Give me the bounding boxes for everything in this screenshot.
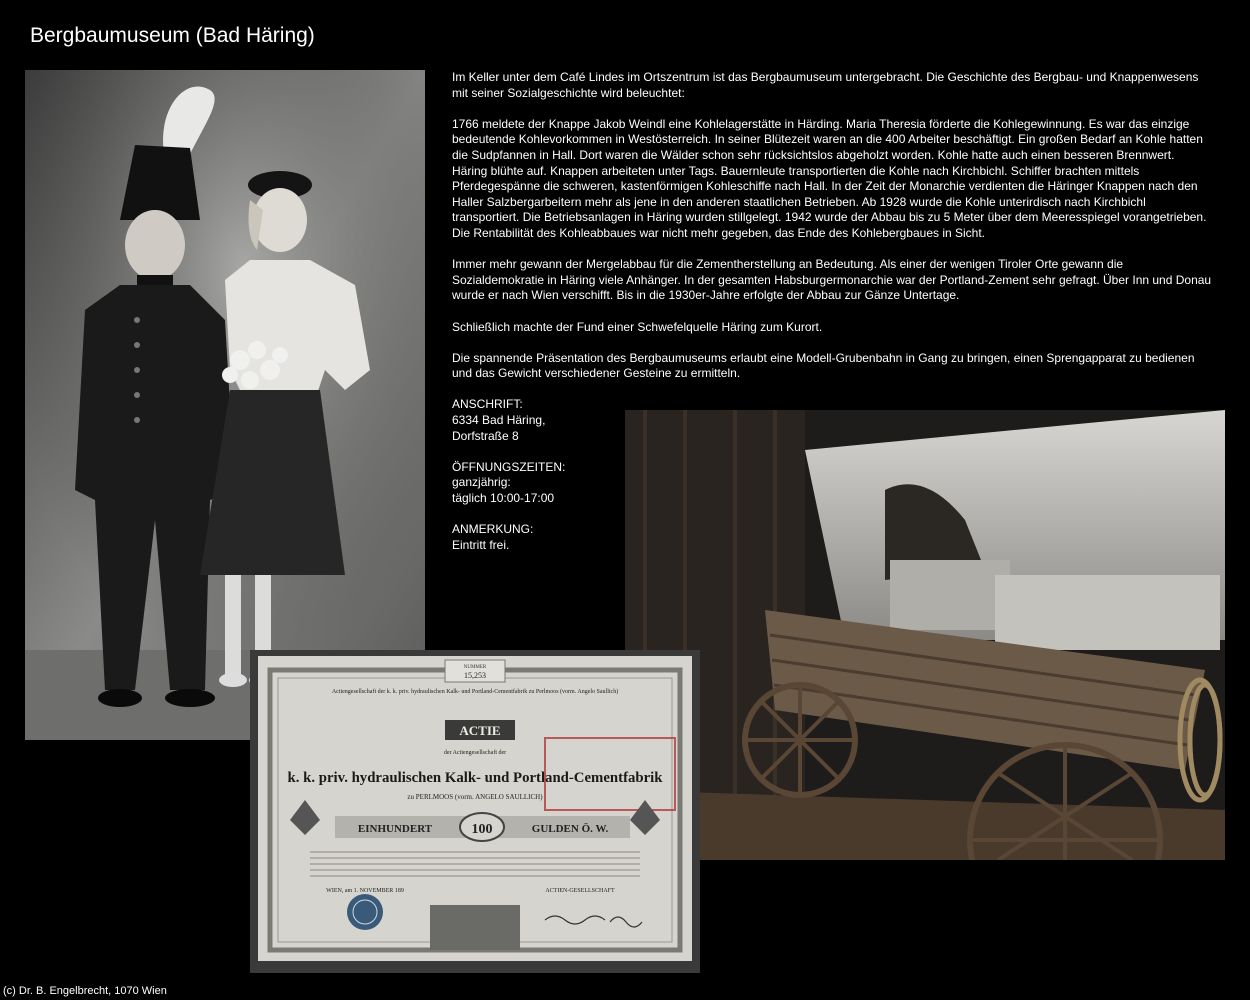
paragraph-intro: Im Keller unter dem Café Lindes im Ortszentrum ist das Bergbaumuseum untergebracht. Die Geschichte des Bergbau- und Knappenwesens mit seiner Sozialgeschichte wird beleuchtet: <box>452 70 1199 100</box>
certificate-amount-right: GULDEN Ö. W. <box>531 823 609 835</box>
photo-share-certificate <box>250 650 700 973</box>
hours-heading: ÖFFNUNGSZEITEN: <box>452 459 566 474</box>
hours-line-1: ganzjährig: <box>452 475 511 490</box>
note-section <box>452 522 622 553</box>
hours-section <box>452 460 622 507</box>
address-section <box>452 397 622 444</box>
certificate-amount-number: 100 <box>471 822 493 837</box>
address-line-1: 6334 Bad Häring, <box>452 413 546 428</box>
certificate-der-line: der Actiengesellschaft der <box>443 750 507 756</box>
certificate-company-line: Actiengesellschaft der k. k. priv. hydraulischen Kalk- und Portland-Cementfabrik zu Perlmoos (vorm. Angelo Saullich) <box>331 689 619 695</box>
note-heading: ANMERKUNG: <box>452 522 534 537</box>
paragraph-mergel: Immer mehr gewann der Mergelabbau für die Zementherstellung an Bedeutung. Als einer der wenigen Tiroler Orte gewann die Sozialdemokratie in Häring viele Anhänger. In der gesamten Habsburgermonarchie war der Portland-Zement sehr gefragt. Über Inn und Donau wurde er nach Wien verschifft. Bis in die 1930er-Jahre erfolgte der Abbau zur Gänze Untertage. <box>452 257 1212 303</box>
certificate-sub-line: zu PERLMOOS (vorm. ANGELO SAULLICH) <box>407 793 543 801</box>
address-line-2: Dorfstraße 8 <box>452 428 519 443</box>
description-text <box>452 70 1212 569</box>
certificate-actie-label: ACTIE <box>459 723 501 738</box>
paragraph-kurort: Schließlich machte der Fund einer Schwefelquelle Häring zum Kurort. <box>452 319 823 334</box>
hours-line-2: täglich 10:00-17:00 <box>452 491 555 506</box>
address-heading: ANSCHRIFT: <box>452 397 523 412</box>
certificate-number: 15,253 <box>464 671 486 680</box>
certificate-main-line: k. k. priv. hydraulischen Kalk- und Portland-Cementfabrik <box>287 770 664 786</box>
note-line-1: Eintritt frei. <box>452 537 510 552</box>
photo-miner-couple <box>25 70 425 740</box>
certificate-amount-left: EINHUNDERT <box>357 823 433 835</box>
paragraph-history: 1766 meldete der Knappe Jakob Weindl eine Kohlelagerstätte in Härding. Maria Theresia förderte die Kohlegewinnung. Es war das einzige bedeutende Kohlevorkommen in Westösterreich. In seiner Blütezeit waren an die 400 Arbeiter beschäftigt. Ein großen Bedarf an Kohle hatten die Sudpfannen in Hall. Dort waren die Wälder schon sehr rücksichtslos abgeholzt worden. Kohle hatte auch einen besseren Brennwert. Häring blühte auf. Knappen arbeiteten unter Tags. Bauernleute transportierten die Kohle nach Kirchbichl. Schiffer brachten mittels Pferdegespänne die schweren, kastenförmigen Kohleschiffe nach Hall. In der Zeit der Monarchie verdienten die Häringer Knappen nach den Haller Salzbergarbeitern mehr als jene in den anderen staatlichen Betrieben. Ab 1928 wurde die Kohle unterirdisch nach Kirchbichl transportiert. Die Betriebsanlagen in Häring wurden stillgelegt. 1942 wurde der Abbau bis zu 5 Meter über dem Meeresspiegel vorangetrieben. Die Rentabilität des Kohleabbaues war nicht mehr gegeben, das Ende des Kohlebergbaues in Sicht. <box>452 116 1207 240</box>
certificate-number-label: NUMMER <box>463 665 487 670</box>
certificate-place-date: WIEN, am 1. NOVEMBER 189 <box>326 888 404 894</box>
paragraph-presentation: Die spannende Präsentation des Bergbaumuseums erlaubt eine Modell-Grubenbahn in Gang zu bringen, einen Sprengapparat zu bedienen und das Gewicht verschiedener Gesteine zu ermitteln. <box>452 350 1195 381</box>
page-title: Bergbaumuseum (Bad Häring) <box>30 24 315 47</box>
certificate-issuer: ACTIEN-GESELLSCHAFT <box>545 888 615 894</box>
copyright-notice: (c) Dr. B. Engelbrecht, 1070 Wien <box>3 985 167 997</box>
